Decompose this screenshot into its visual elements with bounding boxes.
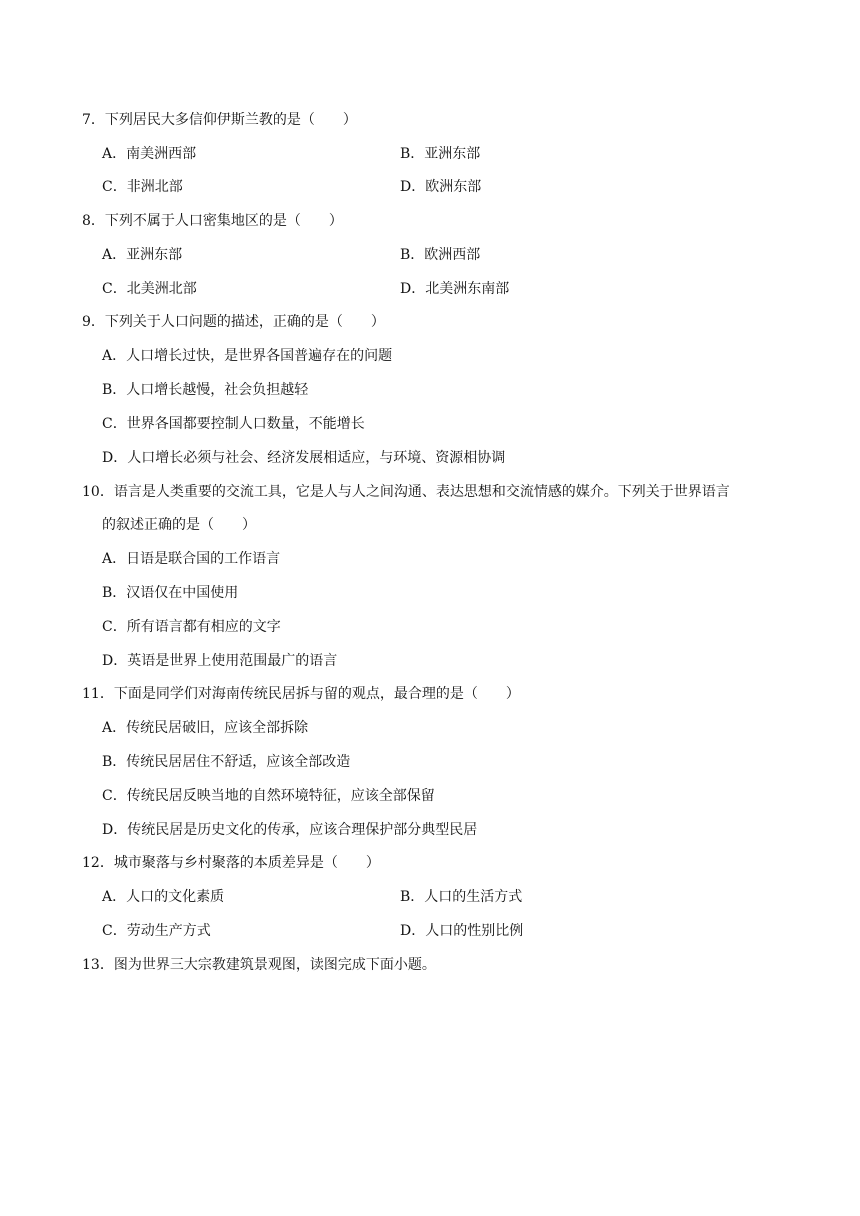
question-9-stem: 9．下列关于人口问题的描述，正确的是（ ）	[82, 314, 385, 330]
question-10-stem: 10．语言是人类重要的交流工具，它是人与人之间沟通、表达思想和交流情感的媒介。下列关于世界语言	[82, 484, 730, 500]
question-10-stem-continued: 的叙述正确的是（ ）	[102, 517, 256, 533]
question-12-option-a: A．人口的文化素质	[102, 889, 225, 905]
question-11-option-c: C．传统民居反映当地的自然环境特征，应该全部保留	[102, 788, 435, 804]
question-7-option-b: B．亚洲东部	[400, 146, 481, 162]
question-8-option-c: C．北美洲北部	[102, 281, 197, 297]
question-7-option-d: D．欧洲东部	[400, 179, 482, 195]
question-10-option-b: B．汉语仅在中国使用	[102, 585, 239, 601]
question-13-stem: 13．图为世界三大宗教建筑景观图，读图完成下面小题。	[82, 957, 436, 973]
question-11-option-a: A．传统民居破旧，应该全部拆除	[102, 720, 309, 736]
question-9-option-c: C．世界各国都要控制人口数量，不能增长	[102, 416, 365, 432]
question-12-option-c: C．劳动生产方式	[102, 923, 211, 939]
question-10-option-a: A．日语是联合国的工作语言	[102, 551, 281, 567]
question-11-stem: 11．下面是同学们对海南传统民居拆与留的观点，最合理的是（ ）	[82, 686, 520, 702]
question-7-option-c: C．非洲北部	[102, 179, 183, 195]
question-8-option-b: B．欧洲西部	[400, 247, 481, 263]
question-11-option-b: B．传统民居居住不舒适，应该全部改造	[102, 754, 351, 770]
question-12-option-d: D．人口的性别比例	[400, 923, 524, 939]
question-11-option-d: D．传统民居是历史文化的传承，应该合理保护部分典型民居	[102, 822, 478, 838]
question-12-option-b: B．人口的生活方式	[400, 889, 523, 905]
question-12-stem: 12．城市聚落与乡村聚落的本质差异是（ ）	[82, 855, 380, 871]
question-9-option-b: B．人口增长越慢，社会负担越轻	[102, 382, 309, 398]
question-10-option-d: D．英语是世界上使用范围最广的语言	[102, 653, 338, 669]
question-7-stem: 7．下列居民大多信仰伊斯兰教的是（ ）	[82, 112, 357, 128]
question-8-option-a: A．亚洲东部	[102, 247, 183, 263]
question-7-option-a: A．南美洲西部	[102, 146, 197, 162]
question-9-option-a: A．人口增长过快，是世界各国普遍存在的问题	[102, 348, 393, 364]
question-9-option-d: D．人口增长必须与社会、经济发展相适应，与环境、资源相协调	[102, 450, 506, 466]
question-8-stem: 8．下列不属于人口密集地区的是（ ）	[82, 213, 343, 229]
question-8-option-d: D．北美洲东南部	[400, 281, 510, 297]
question-10-option-c: C．所有语言都有相应的文字	[102, 619, 281, 635]
